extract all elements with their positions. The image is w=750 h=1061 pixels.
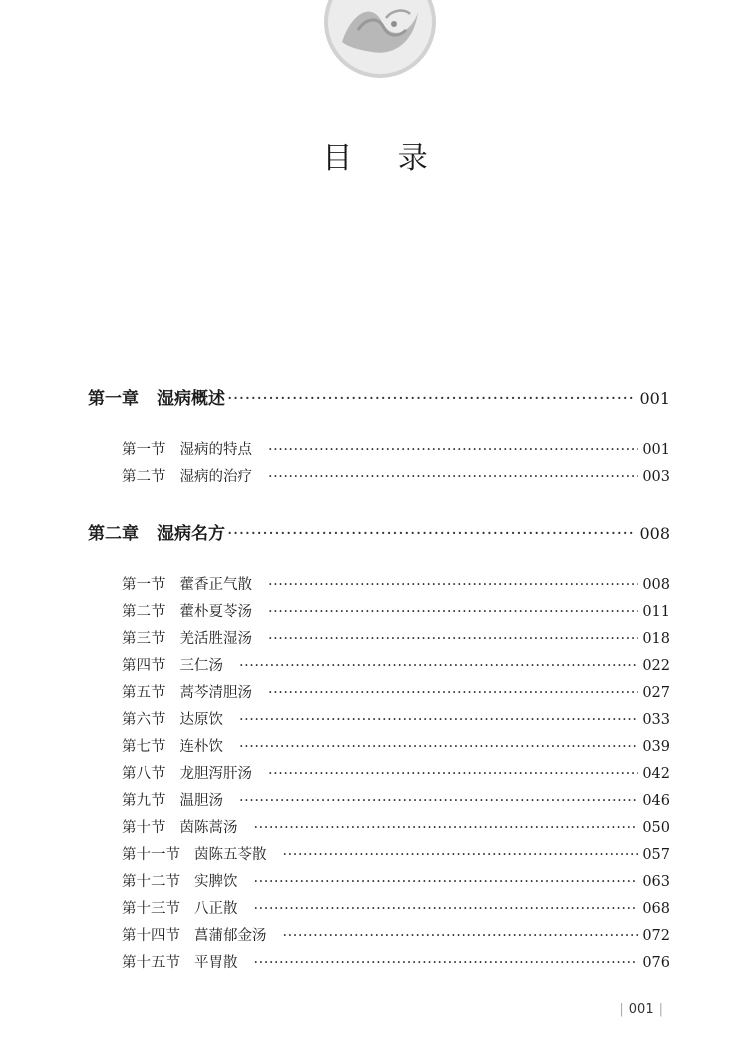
footer-divider: | [658, 1002, 663, 1017]
toc-section[interactable] [122, 735, 670, 756]
section-name: 连朴饮 [179, 739, 223, 755]
toc-section[interactable] [122, 681, 670, 702]
toc-section[interactable] [122, 465, 670, 486]
section-number: 第十一节 [122, 847, 180, 863]
section-page: 033 [642, 712, 670, 728]
section-number: 第六节 [122, 712, 166, 728]
chapter-page: 001 [639, 389, 670, 408]
dot-leader [268, 766, 638, 782]
section-page: 063 [642, 874, 670, 890]
section-name: 藿香正气散 [179, 577, 252, 593]
section-page: 011 [642, 604, 670, 620]
section-number: 第一节 [122, 442, 166, 458]
dot-leader [268, 577, 638, 593]
toc-section[interactable] [122, 816, 670, 837]
section-page: 008 [642, 577, 670, 593]
section-name: 茵陈蒿汤 [179, 820, 238, 836]
dot-leader [268, 604, 638, 620]
dot-leader [239, 739, 638, 755]
dot-leader [268, 631, 638, 647]
dot-leader [268, 469, 638, 485]
section-number: 第十二节 [122, 874, 180, 890]
chapter-name: 湿病名方 [157, 524, 225, 544]
section-number: 第十五节 [122, 955, 180, 971]
section-name: 八正散 [194, 901, 238, 917]
section-number: 第四节 [122, 658, 166, 674]
dot-leader [239, 712, 638, 728]
section-page: 018 [642, 631, 670, 647]
page-footer [614, 1002, 668, 1017]
section-page: 068 [642, 901, 670, 917]
section-name: 平胃散 [194, 955, 238, 971]
footer-page-number: 001 [628, 1002, 654, 1017]
toc-section[interactable] [122, 897, 670, 918]
section-page: 042 [642, 766, 670, 782]
section-number: 第二节 [122, 469, 166, 485]
chapter-page: 008 [639, 524, 670, 543]
chapter-number: 第一章 [88, 389, 139, 409]
dot-leader [283, 847, 639, 863]
section-number: 第七节 [122, 739, 166, 755]
section-name: 茵陈五苓散 [194, 847, 267, 863]
dot-leader [268, 442, 638, 458]
section-name: 湿病的治疗 [179, 469, 252, 485]
section-number: 第九节 [122, 793, 166, 809]
section-number: 第五节 [122, 685, 166, 701]
section-page: 072 [642, 928, 670, 944]
toc-section[interactable] [122, 951, 670, 972]
section-name: 湿病的特点 [179, 442, 252, 458]
section-page: 003 [642, 469, 670, 485]
section-name: 达原饮 [179, 712, 223, 728]
section-name: 藿朴夏苓汤 [179, 604, 252, 620]
toc-section[interactable] [122, 870, 670, 891]
section-page: 076 [642, 955, 670, 971]
toc-section[interactable] [122, 654, 670, 675]
chapter-number: 第二章 [88, 524, 139, 544]
section-name: 三仁汤 [179, 658, 223, 674]
section-name: 蒿芩清胆汤 [179, 685, 252, 701]
toc-section[interactable] [122, 924, 670, 945]
footer-divider: | [619, 1002, 624, 1017]
section-number: 第一节 [122, 577, 166, 593]
section-page: 027 [642, 685, 670, 701]
toc-section[interactable] [122, 438, 670, 459]
toc-section[interactable] [122, 708, 670, 729]
section-page: 046 [642, 793, 670, 809]
dot-leader [268, 685, 638, 701]
dot-leader [227, 524, 635, 544]
section-name: 温胆汤 [179, 793, 223, 809]
page-title: 目 录 [322, 141, 446, 176]
section-page: 022 [642, 658, 670, 674]
toc-section[interactable] [122, 573, 670, 594]
section-number: 第八节 [122, 766, 166, 782]
section-number: 第二节 [122, 604, 166, 620]
toc-section[interactable] [122, 627, 670, 648]
section-page: 050 [642, 820, 670, 836]
dot-leader [254, 874, 639, 890]
dot-leader [227, 389, 635, 409]
toc-chapter[interactable] [88, 384, 670, 409]
toc-section[interactable] [122, 789, 670, 810]
section-number: 第十节 [122, 820, 166, 836]
section-page: 057 [642, 847, 670, 863]
dot-leader [254, 901, 639, 917]
dot-leader [239, 793, 638, 809]
dot-leader [239, 658, 638, 674]
chapter-name: 湿病概述 [157, 389, 225, 409]
section-number: 第十四节 [122, 928, 180, 944]
toc-section[interactable] [122, 843, 670, 864]
section-number: 第十三节 [122, 901, 180, 917]
section-page: 039 [642, 739, 670, 755]
dragon-emblem-icon [322, 0, 438, 82]
toc-section[interactable] [122, 762, 670, 783]
section-page: 001 [642, 442, 670, 458]
section-name: 羌活胜湿汤 [179, 631, 252, 647]
section-number: 第三节 [122, 631, 166, 647]
toc-section[interactable] [122, 600, 670, 621]
section-name: 龙胆泻肝汤 [179, 766, 252, 782]
section-name: 菖蒲郁金汤 [194, 928, 267, 944]
section-name: 实脾饮 [194, 874, 238, 890]
dot-leader [254, 820, 639, 836]
dot-leader [254, 955, 639, 971]
toc-chapter[interactable] [88, 519, 670, 544]
dot-leader [283, 928, 639, 944]
